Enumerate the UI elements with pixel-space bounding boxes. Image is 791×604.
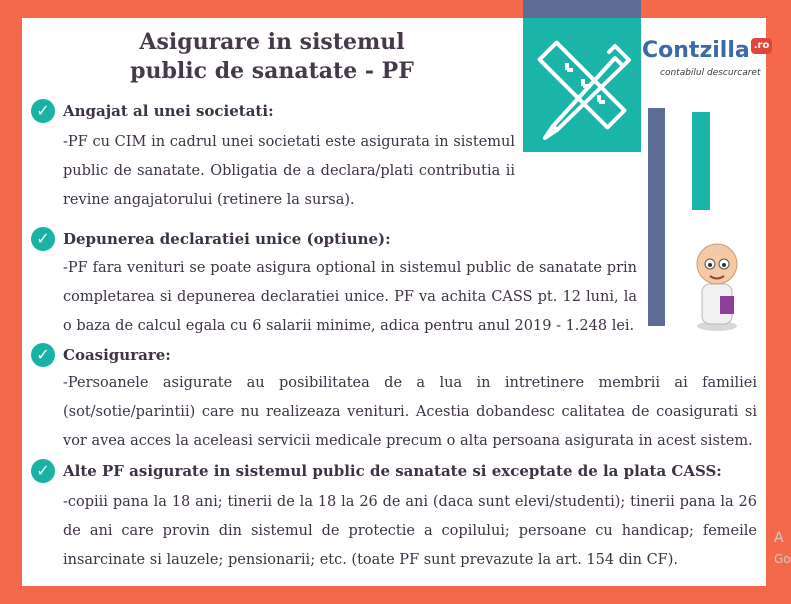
accountant-mascot-icon <box>688 240 746 334</box>
ruler-pencil-tile <box>523 18 641 152</box>
section-4-heading: Alte PF asigurate in sistemul public de sanatate si exceptate de la plata CASS: <box>63 462 722 480</box>
teal-stripe <box>692 112 710 210</box>
slate-stripe <box>648 108 665 326</box>
infographic-card <box>22 18 770 586</box>
section-4-text: -copiii pana la 18 ani; tinerii de la 18 la 26 de ani (daca sunt elevi/studenti); tinerii pana la 26 de ani care provin din sistemul de protectie a copilului; persoane cu handicap; femeile insarcinate si lauzele; pensionarii; etc. (toate PF sunt prevazute la art. 154 din CF). <box>63 494 757 568</box>
section-1-heading: Angajat al unei societati: <box>63 102 274 120</box>
ruler-pencil-icon <box>523 18 641 152</box>
brand-tld: .ro <box>751 38 773 54</box>
watermark-line-1: A <box>774 530 784 546</box>
section-2-heading: Depunerea declaratiei unice (optiune): <box>63 230 391 248</box>
brand-tagline: contabilul descurcaret <box>660 68 761 78</box>
title-line-2: public de sanatate - PF <box>130 58 414 84</box>
page-title <box>122 28 422 86</box>
check-icon: ✓ <box>31 99 55 123</box>
check-icon: ✓ <box>31 459 55 483</box>
section-3-text: -Persoanele asigurate au posibilitatea de a lua in intretinere membrii ai familiei (sot/sotie/parintii) care nu realizeaza venituri. Acestia dobandesc calitatea de coasigurati si vor avea acces la aceleasi servicii medicale precum o alta persoana asigurata in acest sistem. <box>63 375 757 449</box>
section-3-heading: Coasigurare: <box>63 346 171 364</box>
watermark-line-2: Go <box>774 552 791 566</box>
check-icon: ✓ <box>31 343 55 367</box>
section-2-text: -PF fara venituri se poate asigura optional in sistemul public de sanatate prin completarea si depunerea declaratiei unice. PF va achita CASS pt. 12 luni, la o baza de calcul egala cu 6 salarii minime, adica pentru anul 2019 - 1.248 lei. <box>63 260 637 334</box>
brand-logo <box>642 38 772 68</box>
title-line-1: Asigurare in sistemul <box>139 29 405 55</box>
brand-name: Contzilla <box>642 38 750 63</box>
section-1-text: -PF cu CIM in cadrul unei societati este asigurata in sistemul public de sanatate. Obligatia de a declara/plati contributia ii revine angajatorului (retinere la sursa). <box>63 134 515 208</box>
check-icon: ✓ <box>31 227 55 251</box>
